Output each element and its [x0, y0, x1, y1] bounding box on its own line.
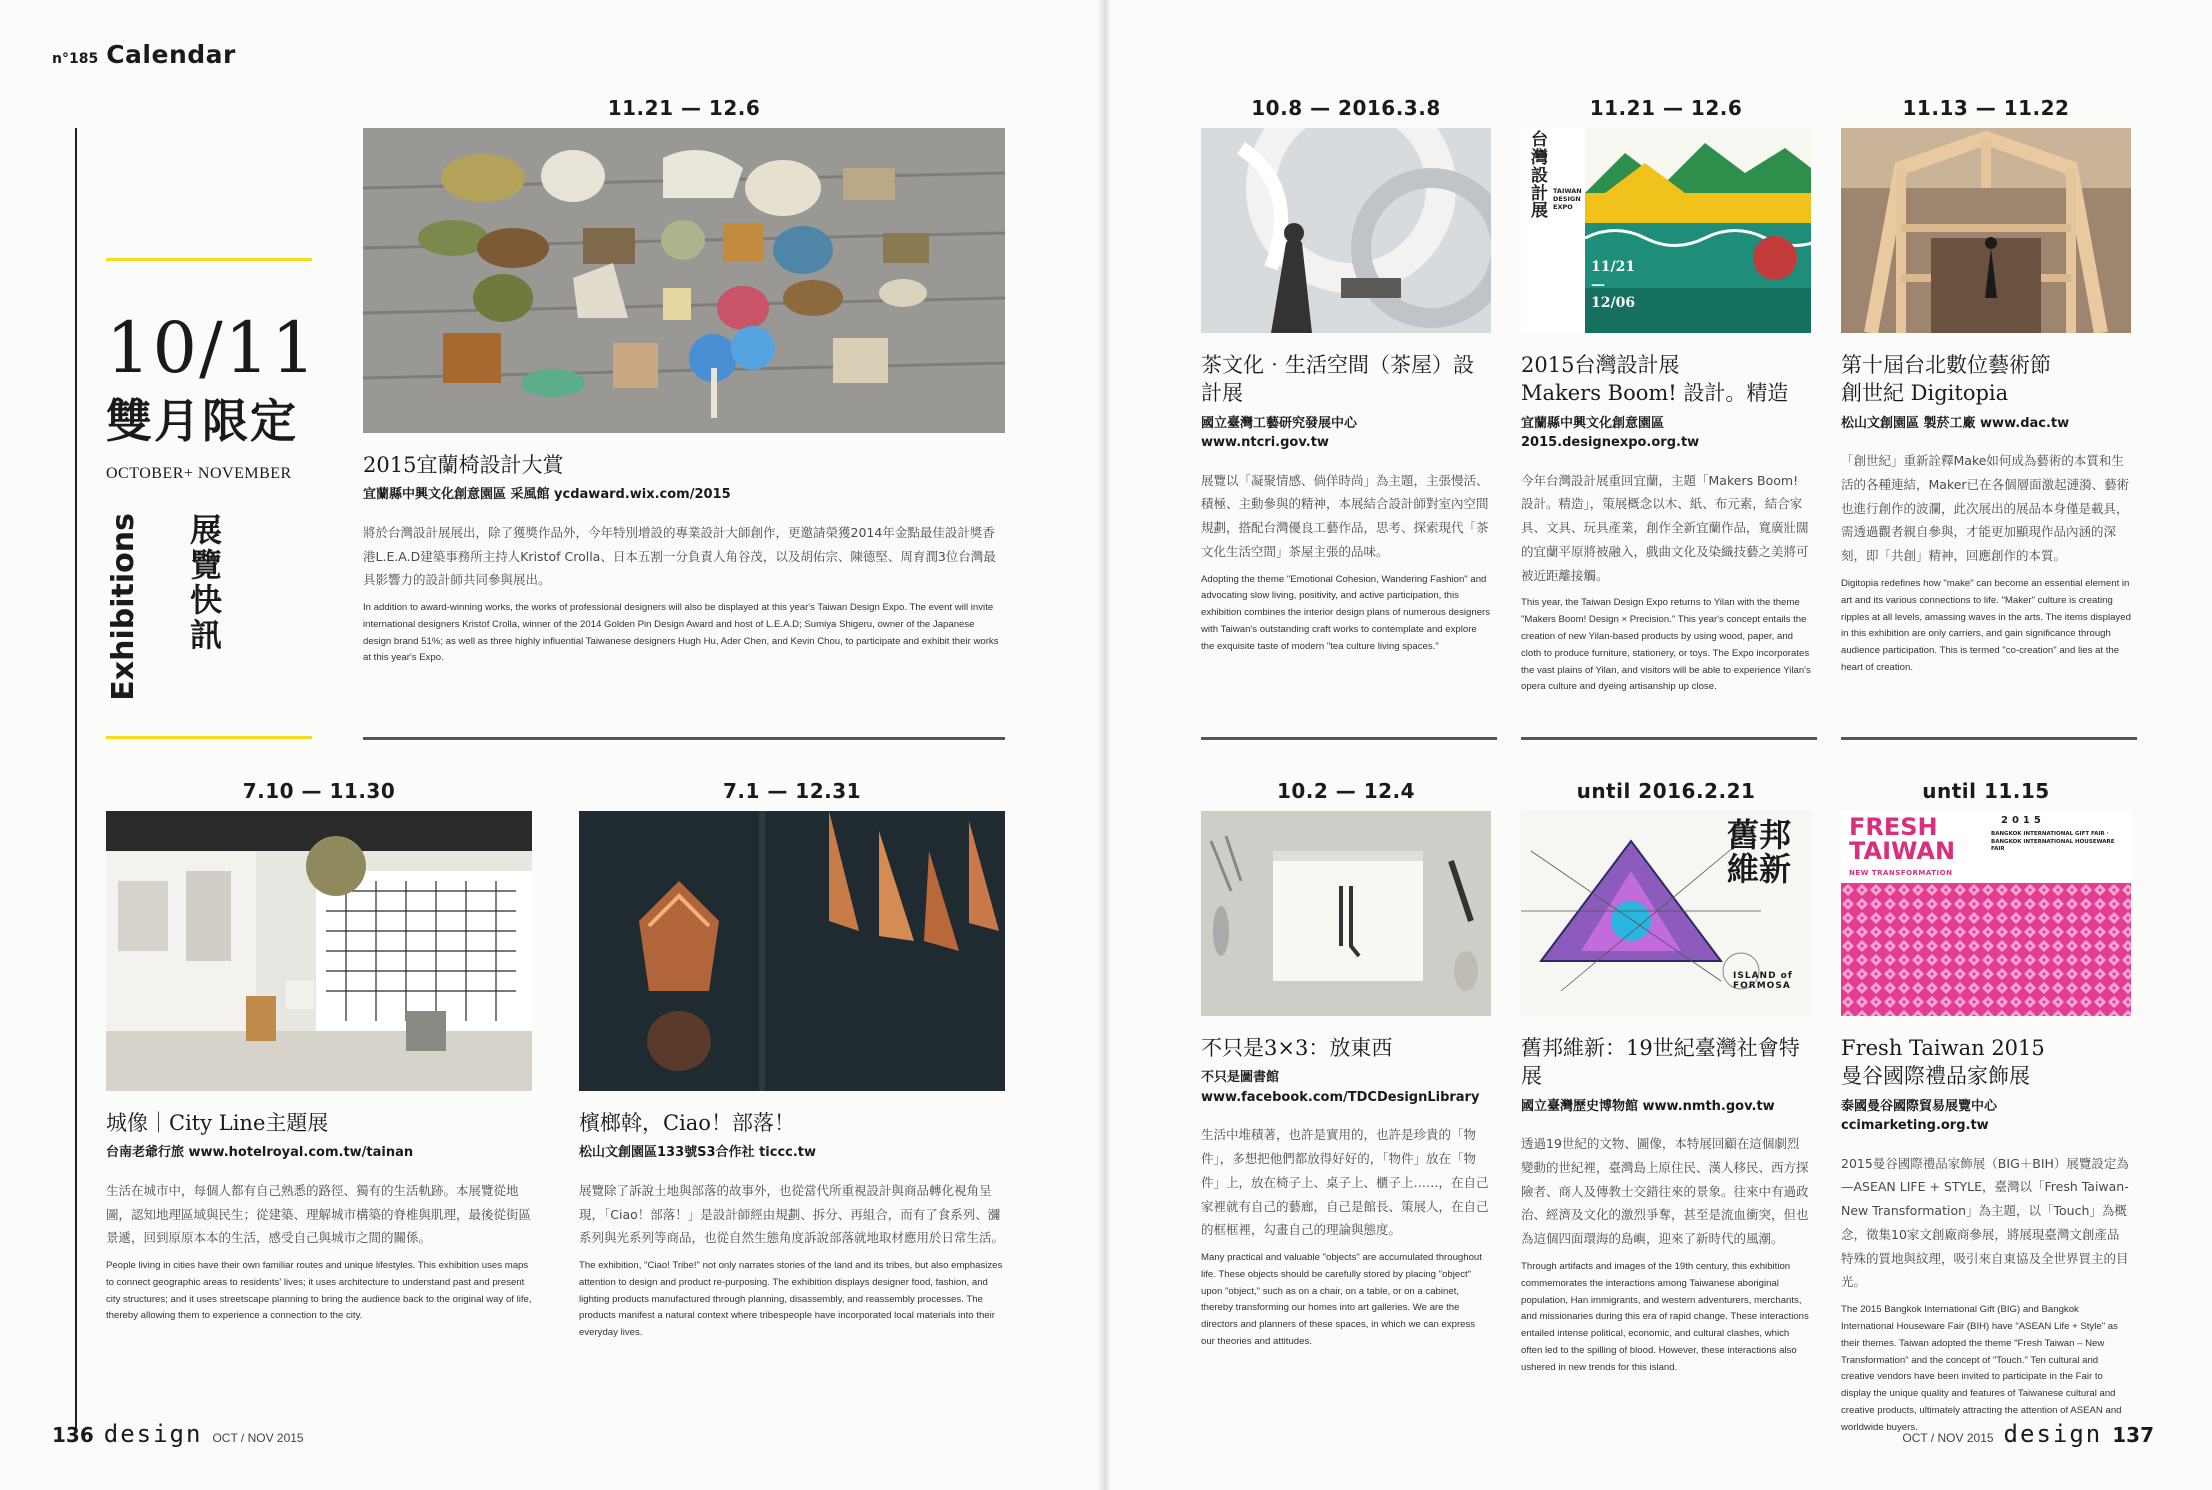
issue-number: n°185	[52, 51, 99, 67]
exhibition-description-zh: 「創世紀」重新詮釋Make如何成為藝術的本質和生活的各種連結，Maker已在各個層面激起漣漪、藝術也進行創作的波瀾，此次展出的展品本身僅是載具，需透過觀者親自參與，才能更加顯現作品內涵的深刻，即「共創」精神，回應創作的本質。	[1841, 453, 2130, 564]
exhibition-venue: 松山文創園區 製菸工廠 www.dac.tw	[1841, 415, 2070, 431]
exhibition-description-en: Adopting the theme "Emotional Cohesion, Wandering Fashion" and advocating slow living, positivity, and active participation, this exhibition combines the interior design plans of numerous designers with Taiwan's outstanding craft works to contemplate and explore the exquisite taste of modern "tea culture living spaces."	[1201, 573, 1491, 652]
exhibition-description-en: In addition to award-winning works, the works of professional designers will also be displayed at this year's Taiwan Design Expo. The event will invite international designers Kristof Crolla, winner of the 2014 Golden Pin Design Award and host of L.E.A.D; Sumiya Shigeru, owner of the Japanese design brand 51%; as well as three highly influential Taiwanese designers Hugh Hu, Ader Chen, and Kevin Chou, to participate and exhibit their works at this year's Expo.	[363, 602, 999, 664]
exhibition-title	[579, 1109, 1005, 1137]
exhibition-description-zh: 生活在城市中，每個人都有自己熟悉的路徑、獨有的生活軌跡。本展覽從地圖，認知地理區域與民生；從建築、理解城市構築的脊椎與肌理，最後從街區景遞，回到原原本本的生活，感受自己與城市之間的關係。	[106, 1182, 532, 1246]
exhibition-tea-house	[1201, 96, 1491, 656]
poster-vertical-title: 台灣設計展	[1531, 130, 1548, 222]
exhibition-description-en: People living in cities have their own familiar routes and unique lifestyles. This exhibition uses maps to connect geographic areas to residents' lives; it uses architecture to understand past and present city structures; and it uses streetscape planning to bring the audience back to the original way of life, thereby allowing them to experience a connection to the city.	[106, 1260, 532, 1322]
footer-left	[52, 1420, 304, 1448]
page-number-left: 136	[52, 1423, 94, 1447]
exhibition-title-line: 不只是3×3：放東西	[1201, 1036, 1393, 1060]
exhibition-title	[1841, 1034, 2131, 1091]
exhibition-title	[1201, 351, 1491, 408]
exhibition-title-line: 城像｜City Line主題展	[106, 1111, 329, 1135]
exhibition-digitopia	[1841, 96, 2131, 677]
exhibition-date: 10.2 — 12.4	[1276, 779, 1416, 803]
exhibition-title	[1201, 1034, 1491, 1062]
poster-year: 2015	[2001, 815, 2045, 826]
exhibition-title-line: 檳榔斡，Ciao！部落！	[579, 1111, 795, 1135]
exhibition-title	[1521, 1034, 1811, 1091]
exhibition-description-zh: 展覽除了訴說土地與部落的故事外，也從當代所重視設計與商品轉化視角呈現，「Ciao！部落！」是設計師經由規劃、拆分、再組合，而有了食系列、瀰系列與光系列等商品，也從自然生態角度訴說部落就地取材應用於日常生活。	[579, 1182, 1005, 1246]
section-intro	[106, 258, 318, 701]
exhibition-title-line: 2015台灣設計展	[1521, 353, 1680, 377]
exhibition-description-zh: 透過19世紀的文物、圖像，本特展回顧在這個劇烈變動的世紀裡，臺灣島上原住民、漢人移民、西方探險者、商人及傳教士交錯往來的景象。往來中有過政治、經濟及文化的激烈爭奪，甚至是流血衝突，但也為這個四面環海的島嶼，迎來了新時代的風潮。	[1521, 1136, 1809, 1247]
exhibition-description-zh: 生活中堆積著，也許是實用的，也許是珍貴的「物件」，多想把他們都放得好好的，「物件」放在「物件」上，放在椅子上、桌子上、櫃子上……，在自己家裡就有自己的藝廊，自己是館長、策展人，在自己的框框裡，勾畫自己的理論與態度。	[1201, 1127, 1489, 1238]
exhibition-description-en: This year, the Taiwan Design Expo returns to Yilan with the theme "Makers Boom! Design × Precision." This year's concept entails the creation of new Yilan-based products by using wood, paper, and cloth to produce furniture, stationery, or toys. The Expo incorporates the vast plains of Yilan, and visitors will be able to experience Yilan's opera culture and dyeing artisanship up close.	[1521, 597, 1811, 693]
exhibition-description-en: The exhibition, "Ciao! Tribe!" not only narrates stories of the land and its tribes, but also emphasizes attention to design and product re-purposing. The exhibition displays designer food, fashion, and lighting products manufactured through planning, disassembly, and reassembly processes. The products manifest a natural context where tribespeople have incorporated local materials into their everyday lives.	[579, 1260, 1003, 1339]
exhibition-venue: 不只是圖書館 www.facebook.com/TDCDesignLibrary	[1201, 1070, 1480, 1105]
exhibition-poster	[1841, 811, 2131, 1016]
exhibition-title	[1841, 351, 2131, 408]
bimonth-title: 雙月限定	[106, 394, 298, 448]
exhibition-taiwan-design-expo	[1521, 96, 1811, 696]
exhibition-title-line: 舊邦維新：19世紀臺灣社會特展	[1521, 1036, 1800, 1089]
exhibition-title-line: Makers Boom! 設計。精造	[1521, 381, 1789, 406]
exhibition-poster	[1521, 811, 1811, 1016]
page-spine	[1097, 0, 1111, 1490]
exhibition-venue: 宜蘭縣中興文化創意園區 采風館 ycdaward.wix.com/2015	[363, 487, 731, 503]
poster-title: 舊邦維新	[1727, 816, 1792, 888]
exhibition-date: 11.13 — 11.22	[1902, 96, 2070, 120]
exhibition-photo	[363, 128, 1005, 433]
exhibition-photo	[1201, 128, 1491, 333]
exhibition-date: until 2016.2.21	[1576, 779, 1756, 803]
exhibition-description-zh: 將於台灣設計展展出，除了獲獎作品外，今年特別增設的專業設計大師創作，更邀請榮獲2014年金點最佳設計獎香港L.E.A.D建築事務所主持人Kristof Crolla、日本五割一分負責人角谷茂，以及胡佑宗、陳德堅、周育潤3位台灣最具影響力的設計師共同參與展出。	[363, 524, 996, 588]
exhibition-description-zh: 展覽以「凝聚情感、倘佯時尚」為主題，主張慢活、積極、主動參與的精神，本展結合設計師對室內空間規劃，搭配台灣優良工藝作品，思考、探索現代「茶文化生活空間」茶屋主張的品味。	[1201, 472, 1489, 559]
exhibition-description-zh: 今年台灣設計展重回宜蘭，主題「Makers Boom! 設計。精造」，策展概念以木、紙、布元素，結合家具、文具、玩具產業，創作全新宜蘭作品，寬廣壯闊的宜蘭平原將被融入，戲曲文化及染織技藝之美將可被近距離接觸。	[1521, 472, 1809, 583]
exhibition-yilan-chair	[363, 96, 1005, 667]
exhibition-date: until 11.15	[1922, 779, 2050, 803]
exhibition-date: 11.21 — 12.6	[1589, 96, 1743, 120]
poster-brand: FRESH TAIWAN	[1849, 813, 1956, 865]
bimonth-date: 10/11	[106, 307, 318, 389]
exhibition-not-just-3x3	[1201, 779, 1491, 1351]
exhibition-title	[1521, 351, 1811, 408]
exhibition-photo	[579, 811, 1005, 1091]
exhibition-poster	[1521, 128, 1811, 333]
exhibition-title	[106, 1109, 532, 1137]
exhibition-title	[363, 451, 1005, 479]
section-divider	[1201, 737, 1497, 740]
exhibition-title-line: 創世紀 Digitopia	[1841, 381, 2009, 406]
exhibition-venue: 國立臺灣工藝研究發展中心 www.ntcri.gov.tw	[1201, 415, 1358, 451]
exhibition-venue: 松山文創園區133號S3合作社 ticcc.tw	[579, 1145, 817, 1161]
exhibition-photo	[1841, 128, 2131, 333]
section-divider	[1841, 737, 2137, 740]
exhibition-date: 11.21 — 12.6	[607, 96, 761, 120]
exhibition-venue: 宜蘭縣中興文化創意園區 2015.designexpo.org.tw	[1521, 415, 1700, 451]
poster-dates: 11/21 — 12/06	[1591, 259, 1636, 312]
exhibition-photo	[1201, 811, 1491, 1016]
exhibition-description-zh: 2015曼谷國際禮品家飾展（BIG＋BIH）展覽設定為—ASEAN LIFE + STYLE，臺灣以「Fresh Taiwan-New Transformation」為主題，以「Touch」為概念，徵集10家文創廠商參展，將展現臺灣文創產品特殊的質地與紋理，吸引來自東協及全世界買主的目光。	[1841, 1155, 2129, 1290]
exhibition-title-line: 茶文化‧生活空間（茶屋）設計展	[1201, 353, 1474, 406]
exhibition-date: 7.1 — 12.31	[722, 779, 862, 803]
poster-subtitle: ISLAND of FORMOSA	[1733, 971, 1793, 991]
exhibition-title-line: Fresh Taiwan 2015	[1841, 1036, 2045, 1060]
exhibition-description-en: Digitopia redefines how "make" can become an essential element in art and its various connections to life. "Maker" culture is creating ripples at all levels, amassing waves in the arts. The items displayed in this exhibition are only carriers, and gain significance through audience participation. This is termed "co-creation" and lies at the heart of creation.	[1841, 577, 2131, 673]
issue-date-left: OCT / NOV 2015	[212, 1431, 304, 1445]
poster-fair-name: BANGKOK INTERNATIONAL GIFT FAIR · BANGKOK INTERNATIONAL HOUSEWARE FAIR	[1991, 831, 2115, 853]
exhibition-fresh-taiwan	[1841, 779, 2131, 1436]
section-divider	[1521, 737, 1817, 740]
months-label: OCTOBER+ NOVEMBER	[106, 465, 292, 482]
magazine-name-right: design	[2003, 1420, 2103, 1448]
exhibition-description-en: Through artifacts and images of the 19th century, this exhibition commemorates the interactions among Taiwanese aboriginal population, Han immigrants, and western adventurers, merchants, and missionaries during this era of rapid change. These interactions entailed intense political, economic, and cultural clashes, which often led to the spilling of blood. However, these interactions also ushered in new trends for this island.	[1521, 1260, 1809, 1373]
section-title: Calendar	[106, 40, 236, 69]
exhibition-venue: 泰國曼谷國際貿易展覽中心 ccimarketing.org.tw	[1841, 1098, 1998, 1134]
exhibition-title-line: 第十屆台北數位藝術節	[1841, 353, 2051, 377]
exhibition-date: 10.8 — 2016.3.8	[1251, 96, 1441, 120]
vertical-rule	[75, 128, 77, 1428]
exhibitions-label	[106, 513, 227, 701]
exhibition-title-line: 曼谷國際禮品家飾展	[1841, 1064, 2030, 1089]
exhibitions-label-zh: 展覽快訊	[185, 513, 223, 653]
exhibition-venue: 國立臺灣歷史博物館 www.nmth.gov.tw	[1521, 1098, 1775, 1114]
exhibition-photo	[106, 811, 532, 1091]
footer-right	[1902, 1420, 2154, 1448]
exhibitions-label-en: Exhibitions	[106, 513, 141, 701]
poster-subtitle: TAIWAN DESIGN EXPO	[1553, 187, 1582, 211]
page-number-right: 137	[2112, 1423, 2154, 1447]
poster-subtitle: NEW TRANSFORMATION	[1849, 869, 1953, 877]
exhibition-formosa-19th-century	[1521, 779, 1811, 1376]
magazine-name-left: design	[103, 1420, 203, 1448]
exhibition-title-line: 2015宜蘭椅設計大賞	[363, 453, 564, 477]
accent-line-top	[106, 258, 312, 261]
section-divider	[363, 737, 1005, 740]
exhibition-venue: 台南老爺行旅 www.hotelroyal.com.tw/tainan	[106, 1145, 414, 1161]
exhibition-date: 7.10 — 11.30	[242, 779, 396, 803]
page-header	[52, 40, 236, 69]
exhibition-city-line	[106, 779, 532, 1325]
exhibition-description-en: Many practical and valuable "objects" are accumulated throughout life. These objects should be carefully stored by placing "object" upon "object," such as on a chair, on a table, or on a cabinet, thereby transforming our homes into art galleries. We are the directors and planners of these spaces, in which we can express our theories and attitudes.	[1201, 1252, 1482, 1347]
exhibition-description-en: The 2015 Bangkok International Gift (BIG) and Bangkok International Houseware Fair (BIH) have "ASEAN Life + Style" as their themes. Taiwan adopted the theme "Fresh Taiwan – New Transformation" and the concept of "Touch." Ten cultural and creative vendors have been invited to participate in the Fair to display the unique quality and features of Taiwanese cultural and creative products, ultimately attracting the attention of ASEAN and worldwide buyers.	[1841, 1304, 2122, 1433]
accent-line-bottom	[106, 736, 312, 739]
issue-date-right: OCT / NOV 2015	[1902, 1431, 1994, 1445]
exhibition-ciao-tribe	[579, 779, 1005, 1342]
